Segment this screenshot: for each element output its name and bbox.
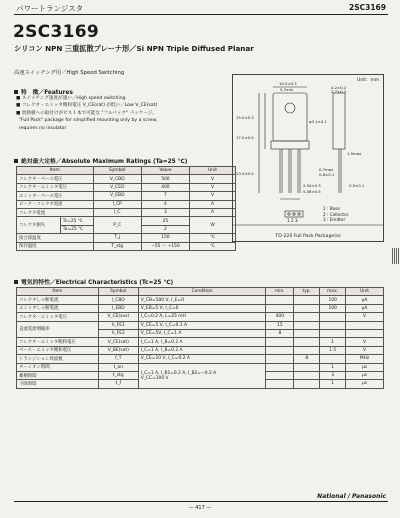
dim-label: 5.08±0.5	[303, 189, 321, 194]
table-row: ピーク・コレクタ電流 I_CP 4 A	[17, 200, 236, 208]
dim-label: 2.7±0.3	[331, 89, 347, 94]
pin-numbers: 1 2 3	[287, 218, 298, 223]
brand-logo: National / Panasonic	[317, 493, 386, 500]
table-row: コレクタ損失 Tc=25 ℃ P_C 25 W	[17, 217, 236, 225]
ratings-table	[16, 166, 236, 251]
table-row: 保存温度 T_stg −55 ～ +150 ℃	[17, 242, 236, 250]
col-unit: Unit	[189, 167, 235, 175]
page-edge-tab	[392, 248, 400, 264]
dim-label: 4.2±0.2	[331, 85, 347, 90]
dim-label: 17.0±0.5	[236, 135, 254, 140]
dim-label: 0.8±0.1	[319, 172, 335, 177]
category-label: パワートランジスタ	[16, 4, 84, 13]
table-row: コレクタ・ベース電圧 V_CBO 500 V	[17, 175, 236, 183]
col-symbol: Symbol	[93, 167, 141, 175]
table-row: コレクタ・エミッタ電圧 V_CE(sus) I_C=0.2 A, L=25 mH 400 V	[17, 313, 384, 321]
part-description: シリコン NPN 三重拡散プレーナ形／Si NPN Triple Diffused Planar	[14, 44, 254, 53]
feature-item: ■ コレクタ・エミッタ飽和電圧 V_CE(sat) が低い／Low V_CE(sat)	[16, 103, 158, 109]
dim-label: 0.7max	[319, 167, 334, 172]
dim-label: 0.5±0.1	[349, 183, 365, 188]
table-row: コレクタ・エミッタ電圧 V_CEO 400 V	[17, 183, 236, 191]
table-row: 接合部温度 T_j 150 ℃	[17, 234, 236, 242]
electrical-table	[16, 287, 384, 389]
table-row: トランジション周波数 f_T V_CE=10 V, I_C=0.2 A 8 MHz	[17, 355, 384, 363]
table-row: ベース・エミッタ飽和電圧 V_BE(sat) I_C=1 A, I_B=0.2 A 1.5 V	[17, 346, 384, 354]
table-row: エミッタ・ベース電圧 V_EBO 7 V	[17, 192, 236, 200]
package-drawing	[232, 74, 384, 242]
pin-legend: 1 : Base 2 : Collector 3 : Emitter	[323, 206, 349, 222]
table-row: h_FE2 V_CE=5V, I_C=1 A 8	[17, 329, 384, 337]
dim-label: 1.5max	[347, 151, 362, 156]
table-header-row: Item Symbol Condition min. typ. max. Unit	[17, 288, 384, 296]
features-heading: 特 徴／Features	[14, 87, 73, 96]
feature-item: ■ 放熱板への取付けがビス１本で可能な "フルパック" パッケージ。	[16, 110, 157, 116]
ratings-heading: 絶対最大定格／Absolute Maximum Ratings (Ta=25 ℃)	[14, 156, 187, 165]
package-outline	[233, 75, 383, 241]
bullet-square-icon	[14, 159, 18, 163]
header-part-code: 2SC3169	[349, 3, 386, 12]
dim-label: φ3.1±0.1	[309, 119, 327, 124]
dim-label: 13.5±0.5	[236, 171, 254, 176]
table-row: ターンオン時間 t_on I_C=1 A, I_B1=0.2 A, I_B2=−0.2 A V_CC=100 V 1 μs	[17, 363, 384, 371]
feature-item: ■ スイッチング速度が速い／High speed switching	[16, 96, 126, 101]
table-row: コレクタしゃ断電流 I_CBO V_CB=500 V, I_E=0 100 μA	[17, 296, 384, 304]
footer-rule	[14, 501, 388, 502]
table-row: エミッタしゃ断電流 I_EBO V_EB=5 V, I_C=0 100 μA	[17, 304, 384, 312]
table-row: コレクタ電流 I_C 3 A	[17, 208, 236, 216]
col-item: Item	[17, 167, 94, 175]
table-row: 蓄積時間 t_stg 3 μs	[17, 371, 384, 379]
dim-label: 5.7min	[280, 87, 294, 92]
feature-item: "Full Pack" package for simplified mounting only by a screw,	[18, 118, 158, 124]
dim-label: 2.54±0.3	[303, 183, 321, 188]
switching-condition: I_C=1 A, I_B1=0.2 A, I_B2=−0.2 A V_CC=100 V	[138, 363, 266, 388]
table-row: 下降時間 t_f 1 μs	[17, 380, 384, 388]
bullet-square-icon	[14, 280, 18, 284]
table-header-row	[17, 167, 236, 175]
table-row: Ta=25 ℃ 2	[17, 225, 236, 233]
col-value: Value	[141, 167, 189, 175]
table-row: コレクタ・エミッタ飽和電圧 V_CE(sat) I_C=1 A, I_B=0.2 A 1 V	[17, 338, 384, 346]
dim-label: 10.0±0.3	[279, 81, 297, 86]
bullet-square-icon	[14, 90, 18, 94]
table-row: 直流電流増幅率 h_FE1 V_CE=5 V, I_C=0.1 A 15	[17, 321, 384, 329]
dim-label: 15.0±0.3	[236, 115, 254, 120]
header-bar	[14, 2, 388, 15]
unit-label: Unit：mm	[357, 78, 379, 83]
features-list	[16, 95, 216, 132]
package-caption: TO-220 Full Pack Package(a)	[275, 234, 341, 239]
part-number: 2SC3169	[13, 22, 99, 42]
electrical-heading: 電気的特性／Electrical Characteristics (Tc=25 ℃)	[14, 277, 173, 286]
page-number: — 417 —	[188, 505, 212, 511]
feature-item: requires no insulator	[18, 125, 67, 131]
application-label: 高速スイッチング用／High Speed Switching	[14, 70, 125, 76]
